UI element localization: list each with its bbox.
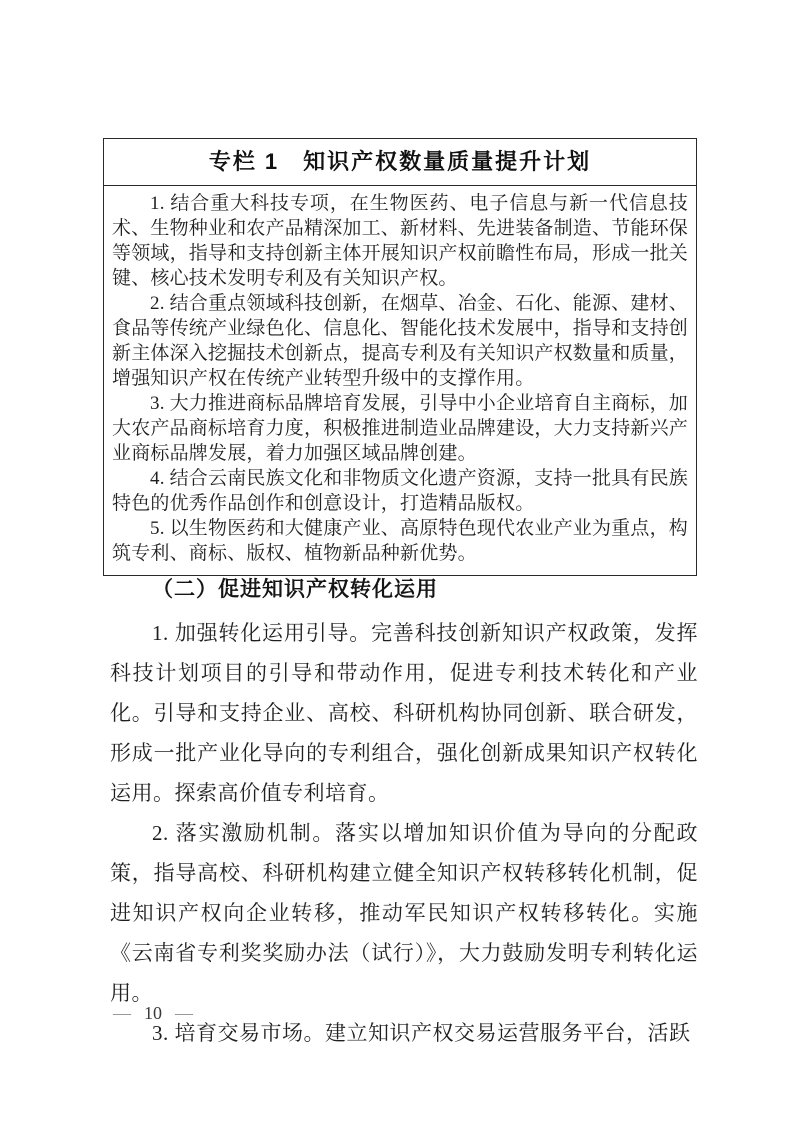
callout-item-3: 3. 大力推进商标品牌培育发展，引导中小企业培育自主商标，加大农产品商标培育力度，积极推进制造业品牌建设，大力支持新兴产业商标品牌发展，着力加强区域品牌创建。 (112, 393, 689, 464)
section-heading: （二）促进知识产权转化运用 (152, 577, 438, 601)
callout-item-4: 4. 结合云南民族文化和非物质文化遗产资源，支持一批具有民族特色的优秀作品创作和创意设计，打造精品版权。 (112, 468, 689, 514)
callout-box-title: 专栏 1 知识产权数量质量提升计划 (104, 139, 696, 186)
footer-dash-left: — (113, 1003, 131, 1023)
callout-box-body (104, 186, 696, 575)
callout-box (103, 138, 697, 576)
footer-dash-right: — (175, 1003, 193, 1023)
footer-page-number: 10 (144, 1003, 162, 1023)
callout-item-2: 2. 结合重点领域科技创新，在烟草、冶金、石化、能源、建材、食品等传统产业绿色化、信息化、智能化技术发展中，指导和支持创新主体深入挖掘技术创新点，提高专利及有关知识产权数量和质量，增强知识产权在传统产业转型升级中的支撑作用。 (112, 293, 689, 389)
body-paragraph-3: 3. 培育交易市场。建立知识产权交易运营服务平台，活跃 (152, 1021, 691, 1045)
callout-item-1: 1. 结合重大科技专项，在生物医药、电子信息与新一代信息技术、生物种业和农产品精深加工、新材料、先进装备制造、节能环保等领域，指导和支持创新主体开展知识产权前瞻性布局，形成一批关键、核心技术发明专利及有关知识产权。 (112, 193, 689, 289)
body-paragraph-2: 2. 落实激励机制。落实以增加知识价值为导向的分配政策，指导高校、科研机构建立健全知识产权转移转化机制，促进知识产权向企业转移，推动军民知识产权转移转化。实施《云南省专利奖奖励办法（试行）》，大力鼓励发明专利转化运用。 (110, 821, 698, 1005)
callout-item-5: 5. 以生物医药和大健康产业、高原特色现代农业产业为重点，构筑专利、商标、版权、植物新品种新优势。 (112, 518, 689, 564)
body-paragraph-1: 1. 加强转化运用引导。完善科技创新知识产权政策，发挥科技计划项目的引导和带动作用，促进专利技术转化和产业化。引导和支持企业、高校、科研机构协同创新、联合研发，形成一批产业化导向的专利组合，强化创新成果知识产权转化运用。探索高价值专利培育。 (110, 621, 698, 805)
page-footer (113, 1003, 193, 1024)
document-body-section (110, 575, 698, 1053)
